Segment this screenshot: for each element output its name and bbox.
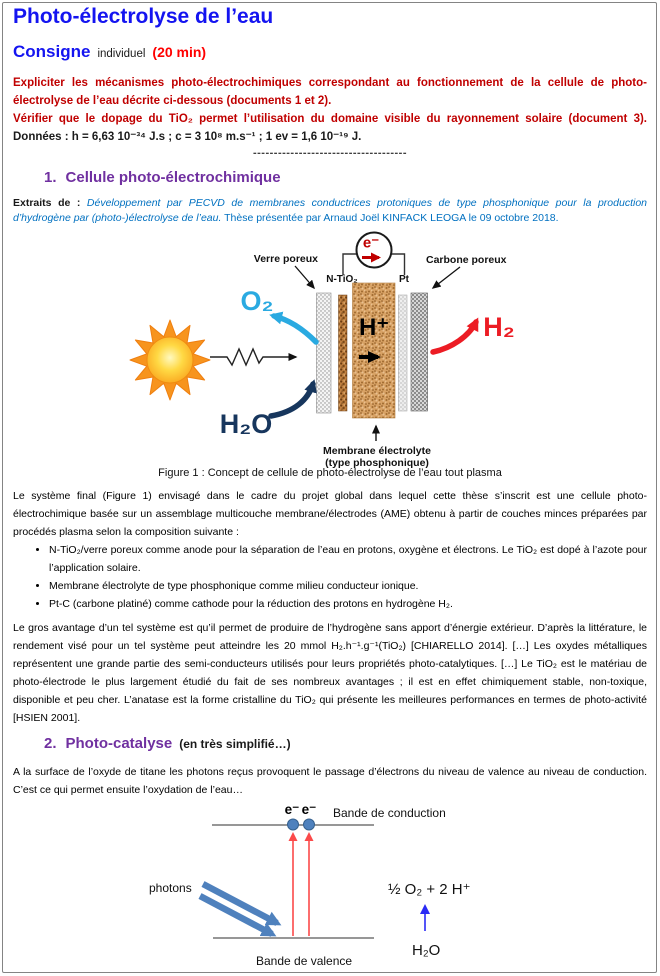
h2o-arrow [271, 384, 313, 416]
electron-1-label: e⁻ [284, 802, 300, 817]
consigne-duration: (20 min) [152, 44, 207, 60]
n-tio2-layer [339, 295, 348, 411]
electron-label: e⁻ [362, 234, 380, 252]
section-2-title: Photo-catalyse [65, 735, 173, 752]
doc1-advantages-paragraph: Le gros avantage d’un tel système est qu’il permet de produire de l’hydrogène sans apport d’énergie extérieur. D’après la littérature, le rendement visé pour un tel système peut atteindre les 20 mmol H₂.h⁻¹.g⁻¹(TiO₂) [CHIARELLO 2014]. […] Les oxydes métalliques représentent une grande partie des semi-conducteurs utilisés pour leurs propriétés photo-catalytiques. […] Le TiO₂ est le matériau de photo-électrode le plus largement étudié du fait de ses nombreux avantages ; il est en effet chimiquement stable, non-toxique, disponible et peu cher. L’anatase est la forme cristalline du TiO₂ qui présente les meilleures performances en termes de photo-activité [HSIEN 2001]. [13, 622, 647, 724]
h2-label: H₂ [483, 312, 515, 342]
conduction-band-label: Bande de conduction [333, 806, 446, 820]
consigne-mode: individuel [97, 48, 146, 60]
o2-label: O₂ [240, 286, 274, 316]
section-2-heading [44, 735, 291, 752]
doc1-intro-paragraph: Le système final (Figure 1) envisagé dans le cadre du projet global dans lequel cette thèse s’inscrit est une cellule photo-électrochimique basée sur un assemblage multicouche membrane/électrodes (AME) obtenu à partir de couches minces préparées par procédés plasma selon la composition suivante : [13, 490, 647, 538]
water-label: H₂O [412, 942, 441, 959]
thesis-citation-author: Thèse présentée par Arnaud Joël KINFACK LEOGA le 09 octobre 2018. [221, 211, 559, 224]
bullet-cathode: • Pt-C (carbone platiné) comme cathode pour la réduction des protons en hydrogène H₂. [49, 595, 647, 613]
extraits-block [13, 196, 647, 225]
o2-arrow [274, 316, 316, 342]
instruction-2-text: Vérifier que le dopage du TiO₂ permet l’utilisation du domaine visible du rayonnement solaire (document 3). [13, 113, 647, 125]
light-wave-resistor-arrow [210, 349, 296, 365]
membrane-layer [353, 283, 396, 418]
circuit-wire-right [392, 254, 405, 275]
n-tio2-label: N-TiO₂ [326, 274, 358, 285]
pt-label: Pt [399, 274, 409, 285]
doc1-bullet-list [13, 541, 647, 613]
section-2-subtitle: (en très simplifié…) [179, 737, 291, 751]
instruction-paragraph-2 [13, 110, 647, 146]
membrane-label-line2: (type phosphonique) [325, 457, 429, 469]
section-1-number: 1. [44, 169, 57, 186]
verre-poreux-layer [317, 293, 332, 413]
membrane-label-line1: Membrane électrolyte [323, 445, 431, 457]
section-2-number: 2. [44, 735, 57, 752]
oxidation-reaction-label: ½ O₂ + 2 H⁺ [388, 881, 471, 898]
section-1-heading [44, 169, 281, 186]
carbone-poreux-pointer-arrow [433, 267, 460, 288]
consigne-instructions [13, 74, 647, 146]
carbone-poreux-label: Carbone poreux [426, 254, 507, 266]
extraits-label: Extraits de : [13, 197, 81, 209]
electrode-stack [317, 283, 428, 418]
band-diagram [0, 800, 660, 972]
valence-band-label: Bande de valence [256, 954, 353, 968]
page-title: Photo-électrolyse de l’eau [13, 5, 274, 28]
photons-label: photons [149, 881, 192, 895]
electron-1-dot [288, 819, 299, 830]
sun-icon [130, 320, 210, 400]
electron-2-dot [304, 819, 315, 830]
circuit-wire-left [343, 254, 357, 275]
dashed-separator: ------------------------------------- [252, 147, 408, 159]
carbone-poreux-layer [411, 293, 428, 411]
bullet-anode: • N-TiO₂/verre poreux comme anode pour la séparation de l’eau en protons, oxygène et électrons. Le TiO₂ est dopé à l’azote pour l’application solaire. [49, 541, 647, 577]
bullet-membrane: • Membrane électrolyte de type phosphonique comme milieu conducteur ionique. [49, 577, 647, 595]
electron-2-label: e⁻ [301, 802, 317, 817]
consigne-label: Consigne [13, 42, 91, 61]
thesis-citation-title: Développement par PECVD de membranes conductrices protoniques de type phosphonique pour la production d’hydrogène par (photo-)électrolyse de l’eau. [13, 197, 647, 224]
consigne-row [13, 42, 206, 62]
verre-poreux-pointer-arrow [295, 266, 314, 288]
figure-1-cell-diagram [0, 230, 660, 470]
h-plus-label: H⁺ [359, 314, 389, 341]
doc2-paragraph: A la surface de l’oxyde de titane les photons reçus provoquent le passage d’électrons du niveau de valence au niveau de conduction. C’est ce qui permet ensuite l’oxydation de l’eau… [13, 766, 647, 796]
electron-circuit [343, 233, 405, 276]
instruction-paragraph-1 [13, 74, 647, 110]
h2o-label: H₂O [219, 409, 273, 439]
donnees-text: Données : h = 6,63 10⁻³⁴ J.s ; c = 3 10⁸ m.s⁻¹ ; 1 ev = 1,6 10⁻¹⁹ J. [13, 131, 362, 143]
figure-1-caption: Figure 1 : Concept de cellule de photo-électrolyse de l’eau tout plasma [158, 467, 502, 479]
pt-layer [399, 295, 408, 411]
verre-poreux-label: Verre poreux [253, 253, 318, 265]
section-1-title: Cellule photo-électrochimique [65, 169, 281, 186]
instruction-1-text: Expliciter les mécanismes photo-électrochimiques correspondant au fonctionnement de la cellule de photo-électrolyse de l’eau décrite ci-dessous (documents 1 et 2). [13, 77, 647, 107]
h2-arrow [433, 322, 476, 352]
